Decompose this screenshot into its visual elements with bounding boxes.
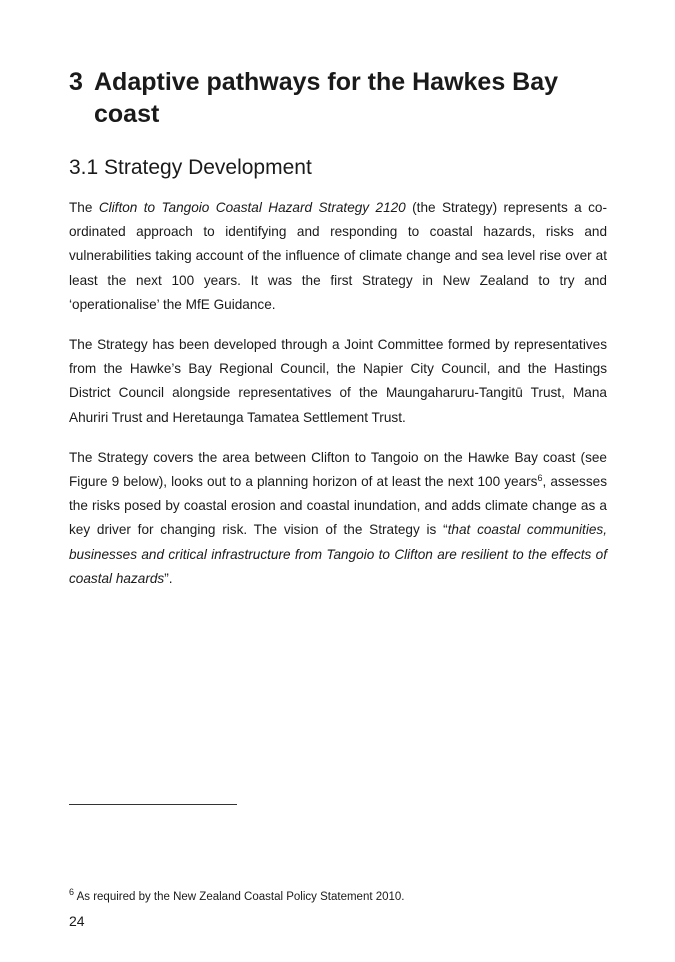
vision-quote: that coastal communities, businesses and critical infrastructure from Tangoio to Clifton are resilient to the effects of coastal hazards <box>69 522 607 586</box>
paragraph-3 <box>69 446 607 591</box>
section-heading: 3.1 Strategy Development <box>69 156 312 179</box>
paragraph-3-mid: , assesses the risks posed by coastal erosion and coastal inundation, and adds climate change as a key driver for changing risk. The vision of the Strategy is “ <box>69 474 608 538</box>
body-text <box>69 196 607 607</box>
chapter-heading <box>69 66 609 130</box>
strategy-title: Clifton to Tangoio Coastal Hazard Strategy 2120 <box>98 200 406 215</box>
chapter-title: Adaptive pathways for the Hawkes Bay coast <box>94 68 559 128</box>
footnote-divider <box>69 804 237 805</box>
chapter-number: 3 <box>69 68 83 96</box>
paragraph-2: The Strategy has been developed through a Joint Committee formed by representatives from the Hawke’s Bay Regional Council, the Napier City Council, and the Hastings District Council alongside representatives of the Maungaharuru-Tangitū Trust, Mana Ahuriri Trust and Heretaunga Tamatea Settlement Trust. <box>69 337 607 425</box>
paragraph-1-pre: The <box>69 200 99 215</box>
paragraph-3-pre: The Strategy covers the area between Clifton to Tangoio on the Hawke Bay coast (see Figure 9 below), looks out to a planning horizon of at least the next 100 years <box>69 449 607 490</box>
paragraph-1-post: (the Strategy) represents a co-ordinated approach to identifying and responding to coastal hazards, risks and vulnerabilities taking account of the influence of climate change and sea level rise over at least the next 100 years. It was the first Strategy in New Zealand to try and ‘operationalise’ the MfE Guidance. <box>69 200 607 312</box>
page-number: 24 <box>69 913 85 929</box>
footnote-reference[interactable]: 6 <box>537 473 543 484</box>
paragraph-3-post: ”. <box>164 570 173 586</box>
paragraph-1 <box>69 196 607 317</box>
footnote-text: As required by the New Zealand Coastal Policy Statement 2010. <box>74 891 405 903</box>
footnote-marker: 6 <box>69 887 75 897</box>
footnote <box>69 889 405 905</box>
